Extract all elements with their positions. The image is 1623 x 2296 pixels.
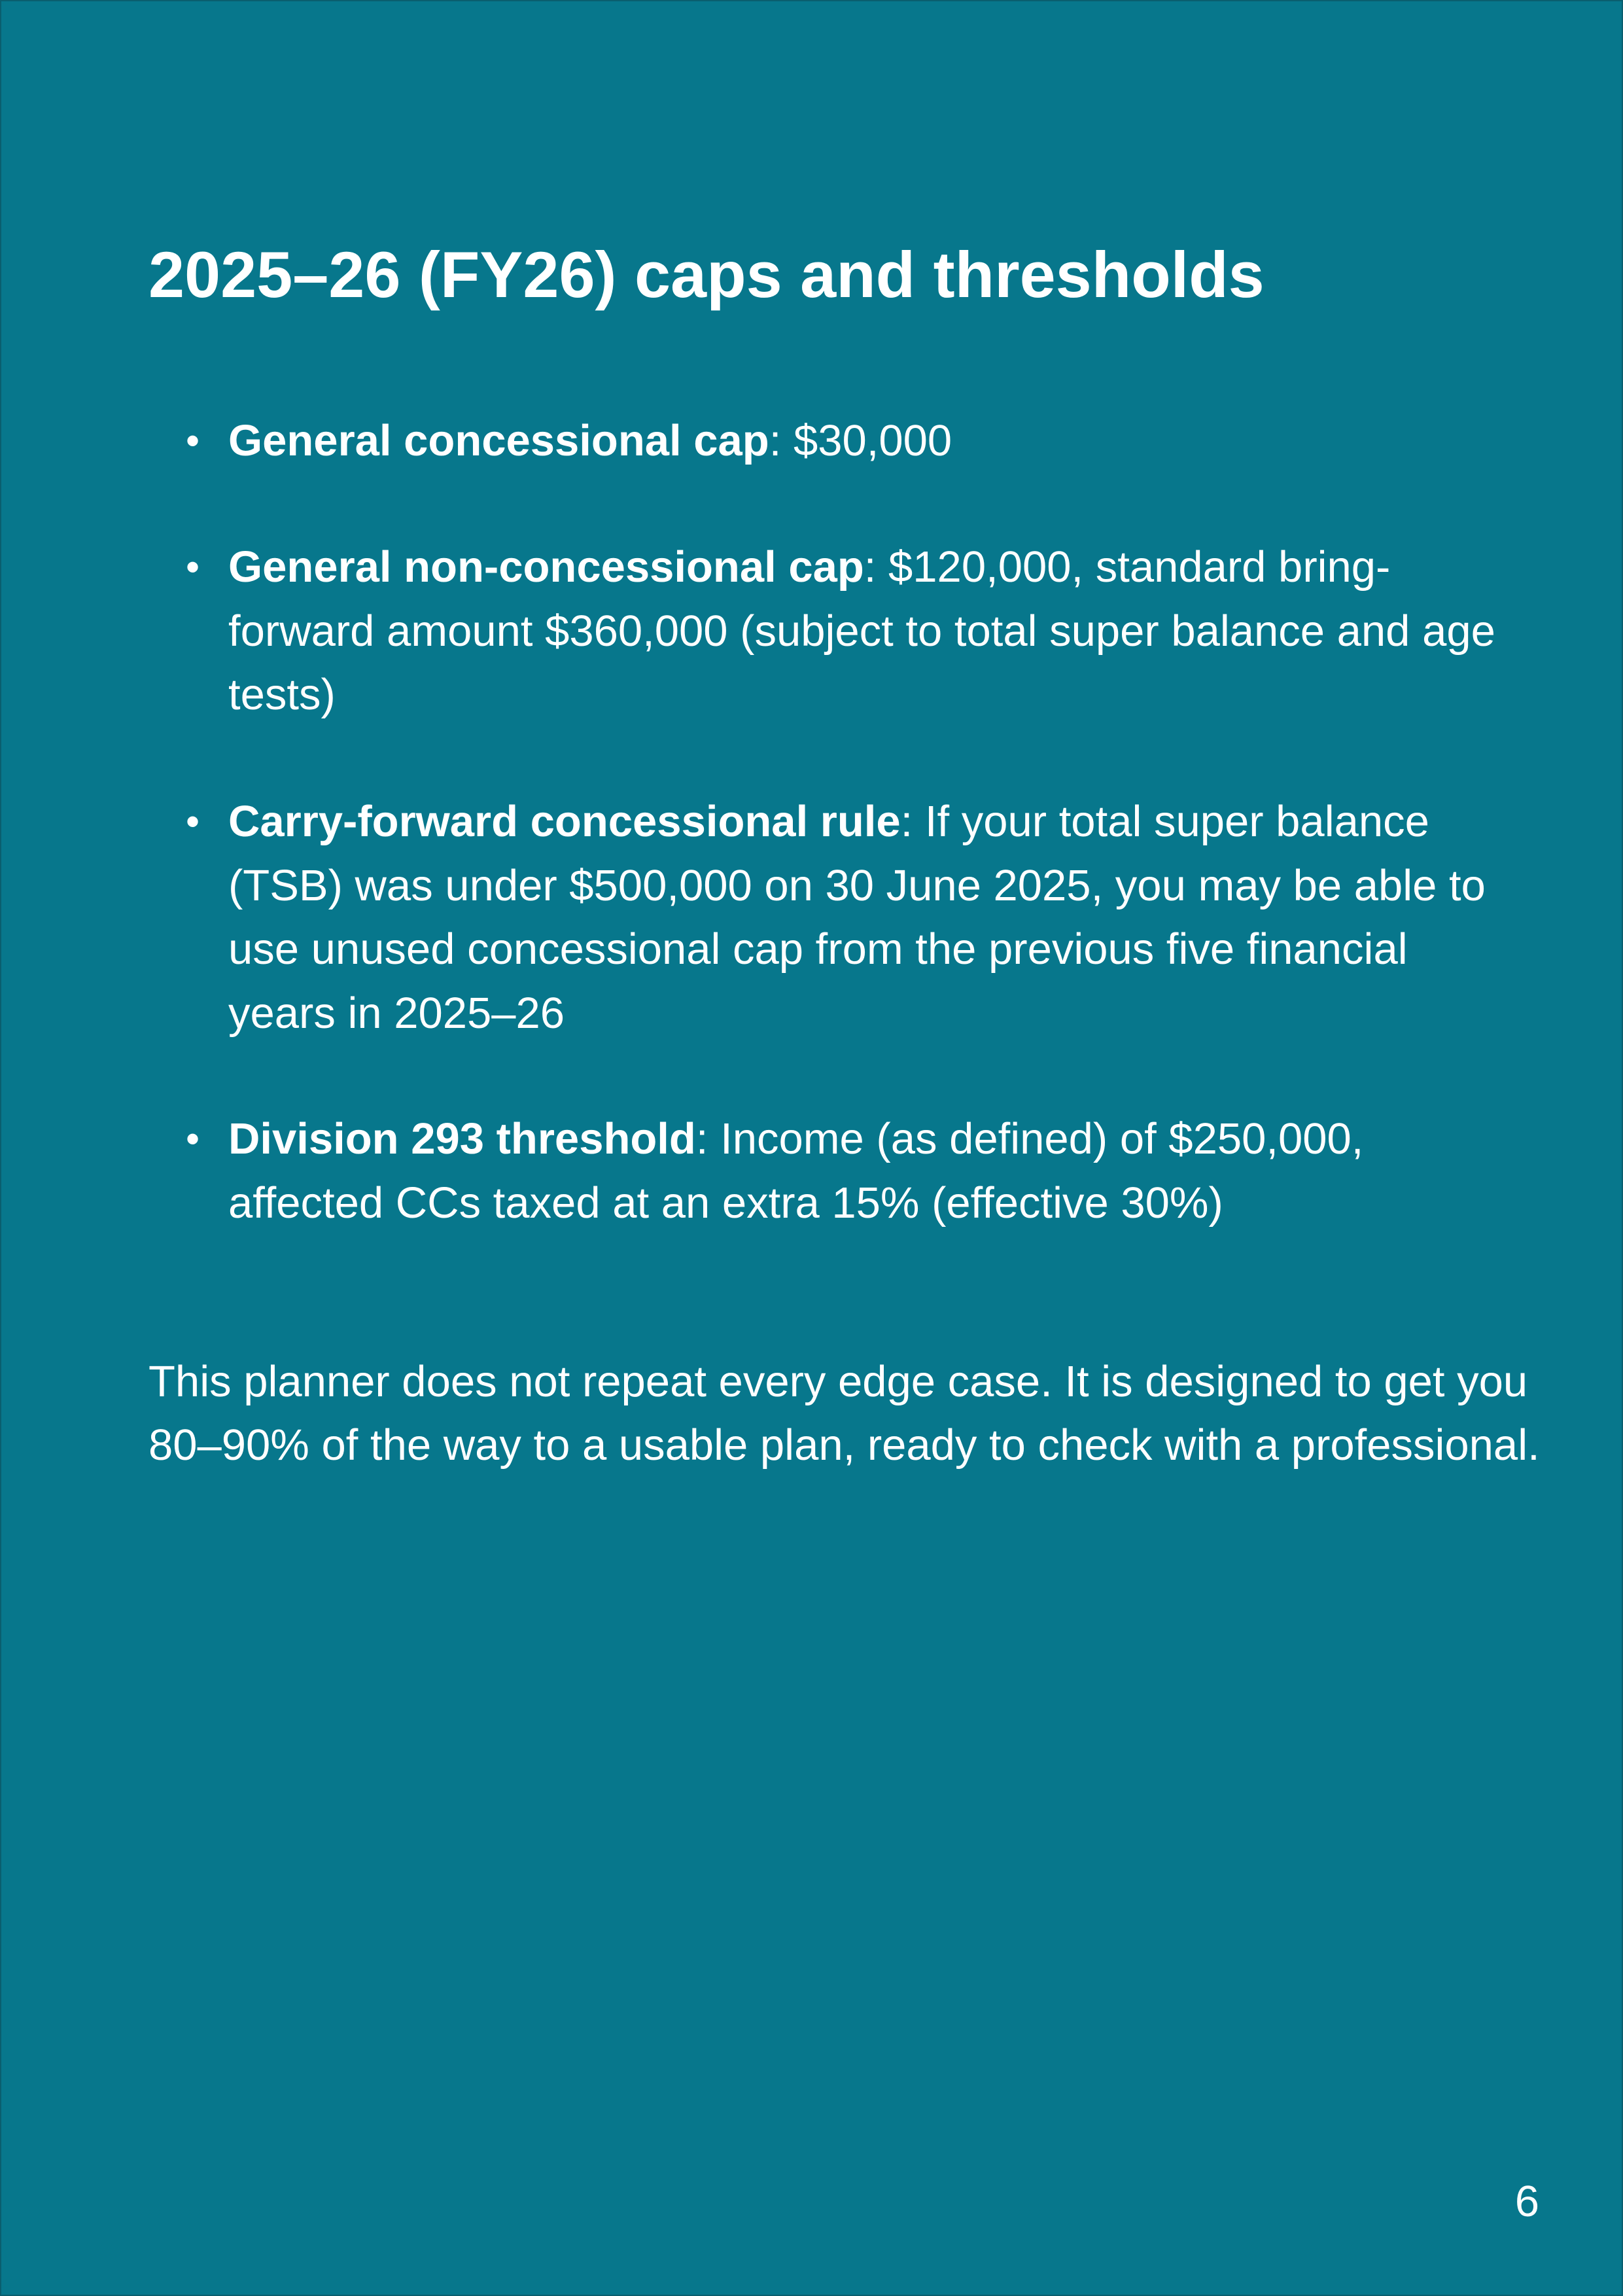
list-item-concessional-cap — [186, 409, 1510, 473]
page-title: 2025–26 (FY26) caps and thresholds — [148, 238, 1265, 311]
list-item-carry-forward-rule — [186, 790, 1510, 1045]
bullet-icon: • — [186, 419, 200, 463]
bullet-term: General concessional cap — [228, 416, 769, 465]
bullet-icon: • — [186, 545, 200, 589]
closing-paragraph: This planner does not repeat every edge case. It is designed to get you 80–90% of the way to a usable plan, ready to check with a professional. — [148, 1357, 1540, 1470]
bullet-icon: • — [186, 800, 200, 843]
bullet-term: General non-concessional cap — [228, 542, 864, 592]
list-item-non-concessional-cap — [186, 535, 1510, 727]
bullet-icon: • — [186, 1117, 200, 1161]
bullet-text: : Income (as defined) of $250,000, affected CCs taxed at an extra 15% (effective 30%) — [228, 1114, 1364, 1227]
bullet-text: : If your total super balance (TSB) was under $500,000 on 30 June 2025, you may be able to use unused concessional cap from the previous five financial years in 2025–26 — [228, 797, 1486, 1038]
list-item-division-293 — [186, 1107, 1510, 1235]
bullet-term: Division 293 threshold — [228, 1114, 696, 1163]
bullet-term: Carry-forward concessional rule — [228, 797, 901, 846]
bullet-text: : $120,000, standard bring-forward amount $360,000 (subject to total super balance and age tests) — [228, 542, 1495, 719]
bullet-text: : $30,000 — [769, 416, 952, 465]
page-number: 6 — [1514, 2177, 1539, 2226]
